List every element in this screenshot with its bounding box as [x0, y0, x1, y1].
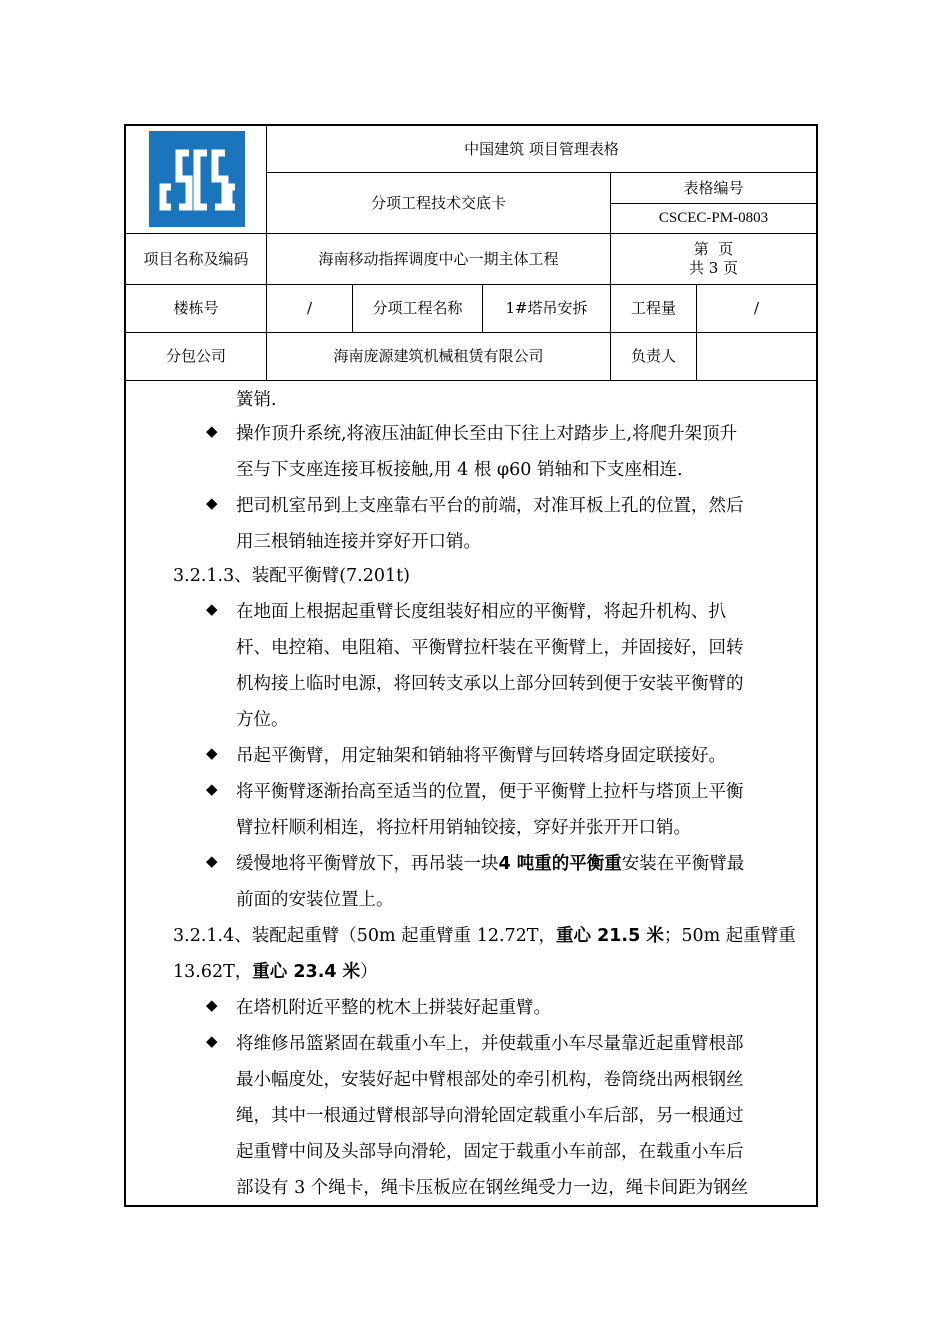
text-run-bold: 重心 23.4 米	[252, 962, 361, 982]
text-line: 机构接上临时电源，将回转支承以上部分回转到便于安装平衡臂的	[236, 674, 744, 694]
section-heading	[173, 922, 796, 947]
bullet-diamond: ◆	[206, 852, 218, 870]
bullet-diamond: ◆	[206, 600, 218, 618]
technical-briefing-content	[126, 380, 816, 1205]
bullet-diamond: ◆	[206, 780, 218, 798]
bullet-diamond: ◆	[206, 422, 218, 440]
page-info	[611, 234, 816, 284]
text-line: 操作顶升系统,将液压油缸伸长至由下往上对踏步上,将爬升架顶升	[236, 424, 738, 444]
section-heading-cont	[173, 958, 378, 983]
form-frame	[124, 124, 818, 1207]
text-line: 在塔机附近平整的枕木上拼装好起重臂。	[236, 998, 551, 1018]
form-number-label: 表格编号	[683, 178, 744, 197]
text-line: 把司机室吊到上支座靠右平台的前端，对准耳板上孔的位置，然后	[236, 496, 744, 516]
project-value: 海南移动指挥调度中心一期主体工程	[318, 249, 559, 268]
text-run: ）	[360, 962, 378, 982]
text-line: 用三根销轴连接并穿好开口销。	[236, 532, 481, 552]
subproject-value: 1#塔吊安拆	[505, 299, 588, 318]
bullet-diamond: ◆	[206, 996, 218, 1014]
text-line: 前面的安装位置上。	[236, 890, 394, 910]
text-line: 最小幅度处，安装好起中臂根部处的牵引机构，卷筒绕出两根钢丝	[236, 1070, 744, 1090]
text-line: 将维修吊篮紧固在载重小车上，并使载重小车尽量靠近起重臂根部	[236, 1034, 744, 1054]
page-total: 共 3 页	[688, 259, 739, 277]
text-line: 杆、电控箱、电阻箱、平衡臂拉杆装在平衡臂上，并固接好，回转	[236, 638, 744, 658]
text-run: 安装在平衡臂最	[621, 854, 745, 874]
text-line: 臂拉杆顺利相连，将拉杆用销轴铰接，穿好并张开开口销。	[236, 818, 691, 838]
subcontractor-value: 海南庞源建筑机械租赁有限公司	[333, 347, 544, 366]
text-run-bold: 4 吨重的平衡重	[498, 854, 622, 874]
form-type-title: 中国建筑 项目管理表格	[464, 139, 619, 158]
building-label: 楼栋号	[173, 299, 219, 318]
bullet-diamond: ◆	[206, 744, 218, 762]
text-line: 至与下支座连接耳板接触,用 4 根 φ60 销轴和下支座相连.	[236, 460, 683, 480]
text-line: 簧销.	[236, 390, 277, 410]
subproject-label: 分项工程名称	[372, 299, 463, 318]
building-value: /	[306, 299, 313, 318]
card-title: 分项工程技术交底卡	[370, 193, 506, 212]
text-line: 起重臂中间及头部导向滑轮，固定于载重小车前部，在载重小车后	[236, 1142, 744, 1162]
text-run: ；50m 起重臂重	[663, 926, 796, 946]
bullet-diamond: ◆	[206, 494, 218, 512]
responsible-value	[697, 333, 816, 380]
section-heading: 3.2.1.3、装配平衡臂(7.201t)	[173, 566, 411, 586]
text-run: 3.2.1.4、装配起重臂（50m 起重臂重 12.72T，	[173, 926, 556, 946]
project-label: 项目名称及编码	[143, 249, 249, 268]
text-line: 将平衡臂逐渐抬高至适当的位置，便于平衡臂上拉杆与塔顶上平衡	[236, 782, 744, 802]
bullet-diamond: ◆	[206, 1032, 218, 1050]
cscec-logo	[149, 131, 245, 227]
text-run: 13.62T，	[173, 962, 253, 982]
responsible-label: 负责人	[630, 347, 676, 366]
quantity-label: 工程量	[630, 299, 676, 318]
text-line: 部设有 3 个绳卡，绳卡压板应在钢丝绳受力一边，绳卡间距为钢丝	[236, 1178, 749, 1198]
text-line: 绳，其中一根通过臂根部导向滑轮固定载重小车后部，另一根通过	[236, 1106, 744, 1126]
text-line: 方位。	[236, 710, 289, 730]
text-line: 在地面上根据起重臂长度组装好相应的平衡臂，将起升机构、扒	[236, 602, 726, 622]
page-number-label: 第 页	[693, 240, 734, 259]
text-line: 吊起平衡臂，用定轴架和销轴将平衡臂与回转塔身固定联接好。	[236, 746, 726, 766]
quantity-value: /	[753, 299, 760, 318]
text-run: 缓慢地将平衡臂放下，再吊装一块	[236, 854, 499, 874]
subcontractor-label: 分包公司	[165, 347, 226, 366]
text-line	[236, 850, 744, 875]
text-run-bold: 重心 21.5 米	[555, 926, 664, 946]
form-number-value: CSCEC-PM-0803	[658, 210, 769, 227]
